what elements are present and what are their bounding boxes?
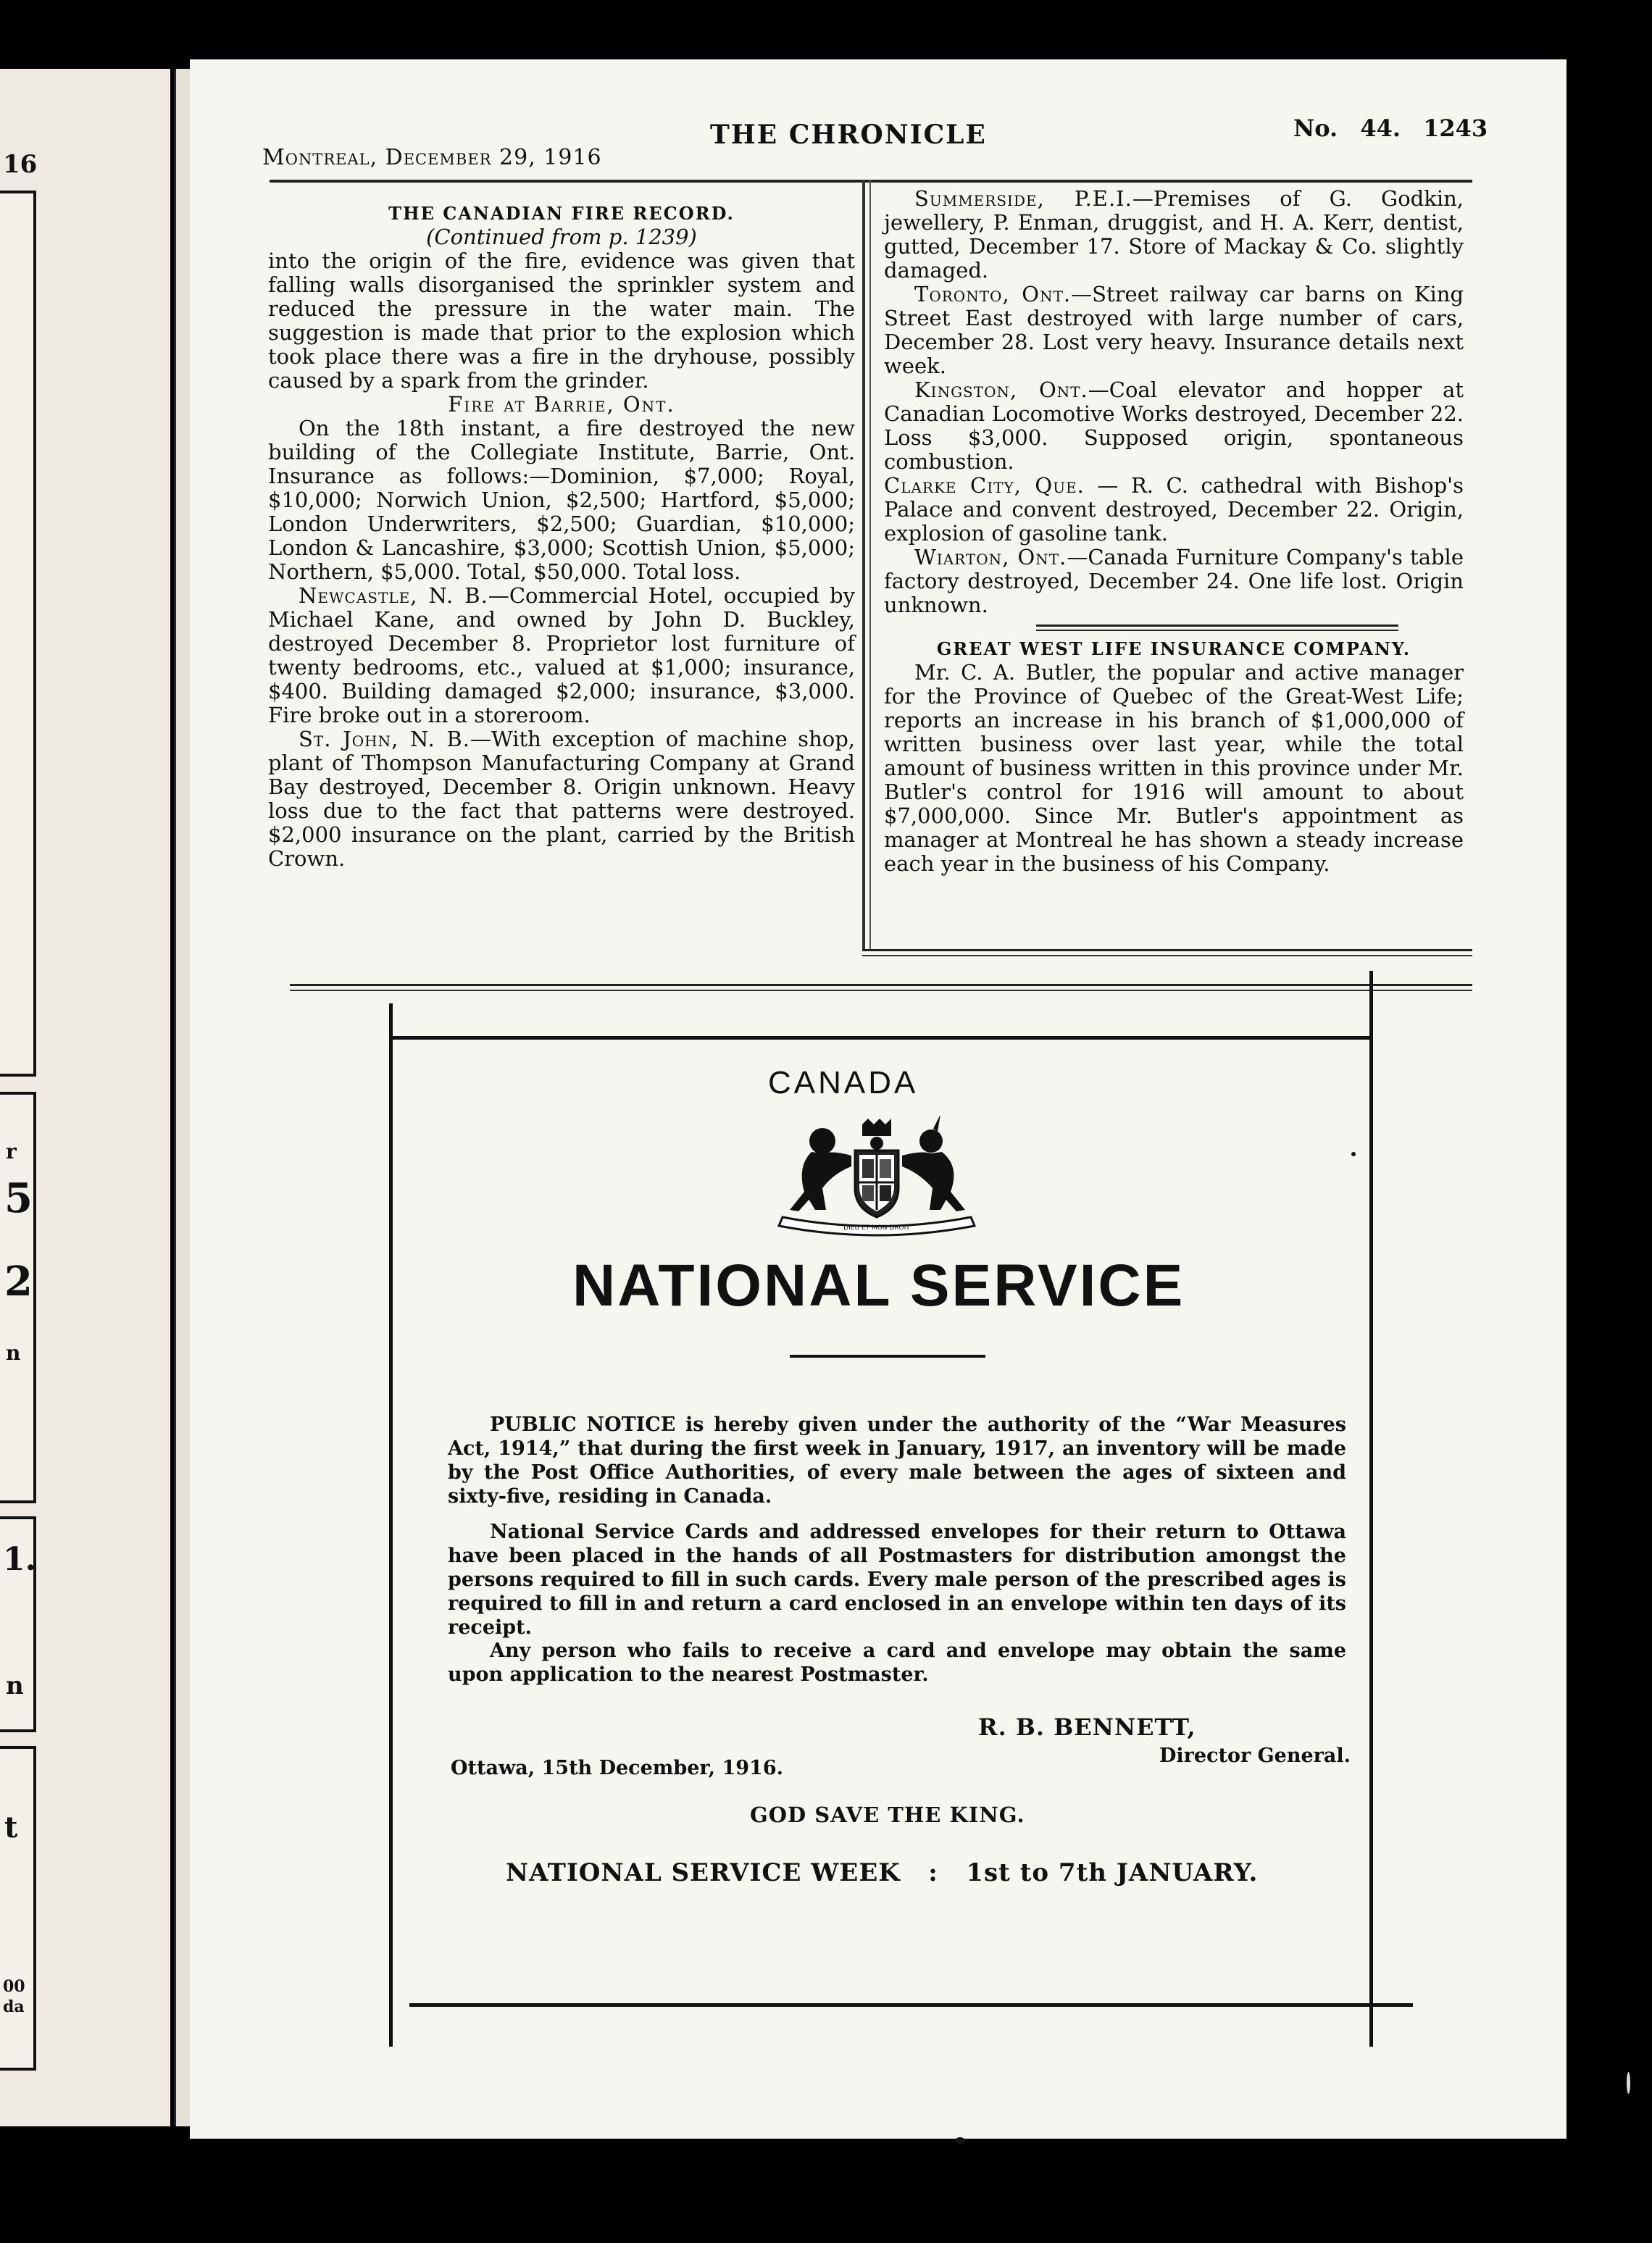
header-publication-title: THE CHRONICLE <box>710 120 987 150</box>
prev-page-fragment: r <box>6 1140 17 1164</box>
ad-national-service-week: NATIONAL SERVICE WEEK : 1st to 7th JANUARY. <box>506 1858 1259 1887</box>
place-name: Clarke City, Que. <box>884 473 1085 498</box>
ad-cards-notice <box>448 1520 1346 1640</box>
entry-text: —Commercial Hotel, occupied by Michael Kane, and owned by John D. Buckley, destroyed December 8. Proprietor lost furniture of twenty bedrooms, etc., valued at $1,000; insurance, $400. Building damaged $2,000; insurance, $3,000. Fire broke out in a storeroom. <box>268 583 855 727</box>
scan-speck <box>1627 2072 1630 2094</box>
entry-text: —Premises of G. Godkin, jewellery, P. Enman, druggist, and H. A. Kerr, dentist, gutted, December 17. Store of Mackay & Co. slightly damaged. <box>884 186 1464 283</box>
prev-page-fragment: t <box>4 1810 18 1845</box>
ad-title: NATIONAL SERVICE <box>572 1253 1185 1319</box>
entry-text: —Coal elevator and hopper at Canadian Locomotive Works destroyed, December 22. Loss $3,000. Supposed origin, spontaneous combustion. <box>884 377 1464 474</box>
header-issue-page-number: No. 44. 1243 <box>1293 114 1488 142</box>
ad-paragraph: National Service Cards and addressed envelopes for their return to Ottawa have been placed in the hands of all Postmasters for distribution amongst the persons required to fill in such cards. Every male person of the prescribed ages is required to fill in and return a card enclosed in an envelope within ten days of its receipt. <box>448 1521 1346 1639</box>
prev-page-fragment: n <box>6 1341 21 1365</box>
ad-frame-left <box>389 1003 393 2047</box>
ad-separator-rule <box>290 984 1472 986</box>
great-west-paragraph: Mr. C. A. Butler, the popular and active manager for the Province of Quebec of the Great-West Life; reports an increase in his branch of $1,000,000 of written business over last year, while the total amount of business written in this province under Mr. Butler's control for 1916 will amount to about $7,000,000. Since Mr. Butler's appointment as manager at Montreal he has shown a steady increase each year in the business of his Company. <box>884 660 1464 876</box>
prev-page-box <box>0 1092 36 1503</box>
prev-page-fragment: da <box>3 1997 25 2016</box>
place-name: Wiarton, Ont. <box>914 545 1067 569</box>
wiarton-paragraph <box>884 546 1464 617</box>
ad-frame-right <box>1369 971 1373 2047</box>
scan-speck <box>955 2137 965 2144</box>
entry-text: — R. C. cathedral with Bishop's Palace and convent destroyed, December 22. Origin, explosion of gasoline tank. <box>884 473 1464 546</box>
entry-text: —Canada Furniture Company's table factory destroyed, December 24. One life lost. Origin unknown. <box>884 545 1464 617</box>
place-name: Summerside, P.E.I. <box>914 186 1132 211</box>
scan-speck <box>1351 1152 1356 1156</box>
column-divider <box>862 180 865 951</box>
place-name: Kingston, Ont. <box>914 377 1088 402</box>
toronto-paragraph <box>884 283 1464 378</box>
summerside-paragraph <box>884 187 1464 283</box>
ad-paragraph: PUBLIC NOTICE is hereby given under the authority of the “War Measures Act, 1914,” that during the first week in January, 1917, an inventory will be made by the Post Office Authorities, of every male between the ages of sixteen and sixty-five, residing in Canada. <box>448 1413 1346 1508</box>
ad-public-notice <box>448 1413 1346 1508</box>
ad-signer-name: R. B. BENNETT, <box>978 1713 1196 1741</box>
ad-title-rule <box>790 1355 985 1358</box>
entry-text: —Street railway car barns on King Street East destroyed with large number of cars, December 28. Lost very heavy. Insurance details next week. <box>884 282 1464 378</box>
prev-page-fragment: n <box>6 1671 24 1700</box>
royal-coat-of-arms-icon <box>754 1116 1000 1239</box>
prev-page-number: 16 <box>3 150 38 179</box>
prev-page-box <box>0 1746 36 2071</box>
section-title-great-west-life: GREAT WEST LIFE INSURANCE COMPANY. <box>936 638 1411 659</box>
right-column <box>884 187 1464 876</box>
place-name: Newcastle, N. B. <box>299 583 488 608</box>
stjohn-paragraph <box>268 727 855 871</box>
ad-frame-bottom <box>409 2003 1413 2007</box>
column-divider <box>869 180 871 951</box>
left-column <box>268 201 855 871</box>
ad-date-line: Ottawa, 15th December, 1916. <box>451 1757 784 1779</box>
prev-page-fragment: 5 <box>4 1174 33 1222</box>
ad-separator-rule <box>290 990 1472 991</box>
section-rule <box>1036 625 1398 631</box>
previous-page-edge <box>0 69 170 2126</box>
ad-paragraph: Any person who fails to receive a card and envelope may obtain the same upon application to the nearest Postmaster. <box>448 1640 1346 1686</box>
place-name: St. John, N. B. <box>299 727 470 751</box>
ad-frame-top <box>389 1036 1373 1040</box>
prev-page-fragment: 2 <box>4 1258 33 1306</box>
barrie-paragraph: On the 18th instant, a fire destroyed the new building of the Collegiate Institute, Barrie, Ont. Insurance as follows:—Dominion, $7,000; Royal, $10,000; Norwich Union, $2,500; Hartford, $5,000; London Underwriters, $2,500; Guardian, $10,000; London & Lancashire, $3,000; Scottish Union, $5,000; Northern, $5,000. Total, $50,000. Total loss. <box>268 416 855 584</box>
newcastle-paragraph <box>268 584 855 727</box>
continued-note: (Continued from p. 1239) <box>426 225 697 249</box>
ad-failure-notice <box>448 1639 1346 1687</box>
kingston-paragraph <box>884 378 1464 474</box>
fire-record-intro: into the origin of the fire, evidence was given that falling walls disorganised the sprinkler system and reduced the pressure in the water main. The suggestion is made that prior to the explosion which took place there was a fire in the dryhouse, possibly caused by a spark from the grinder. <box>268 248 855 393</box>
place-name: Toronto, Ont. <box>914 282 1072 306</box>
prev-page-fragment: 1. <box>3 1541 36 1578</box>
section-title-fire-record: THE CANADIAN FIRE RECORD. <box>388 203 735 224</box>
column-end-rule <box>862 955 1472 956</box>
ad-country-heading: CANADA <box>768 1065 919 1100</box>
ad-signer-title: Director General. <box>1159 1745 1351 1767</box>
column-end-rule <box>862 949 1472 951</box>
prev-page-box <box>0 1516 36 1732</box>
barrie-heading: Fire at Barrie, Ont. <box>448 392 675 417</box>
entry-text: —With exception of machine shop, plant of Thompson Manufacturing Company at Grand Bay destroyed, December 8. Origin unknown. Heavy loss due to the fact that patterns were destroyed. $2,000 insurance on the plant, carried by the British Crown. <box>268 727 855 871</box>
header-dateline: Montreal, December 29, 1916 <box>262 145 602 170</box>
clarke-city-paragraph <box>884 474 1464 546</box>
motto-text: DIEU ET MON DROIT <box>843 1224 910 1232</box>
header-rule <box>270 180 1472 183</box>
prev-page-box <box>0 191 36 1077</box>
prev-page-fragment: 00 <box>3 1977 25 1996</box>
ad-god-save-the-king: GOD SAVE THE KING. <box>750 1803 1025 1827</box>
